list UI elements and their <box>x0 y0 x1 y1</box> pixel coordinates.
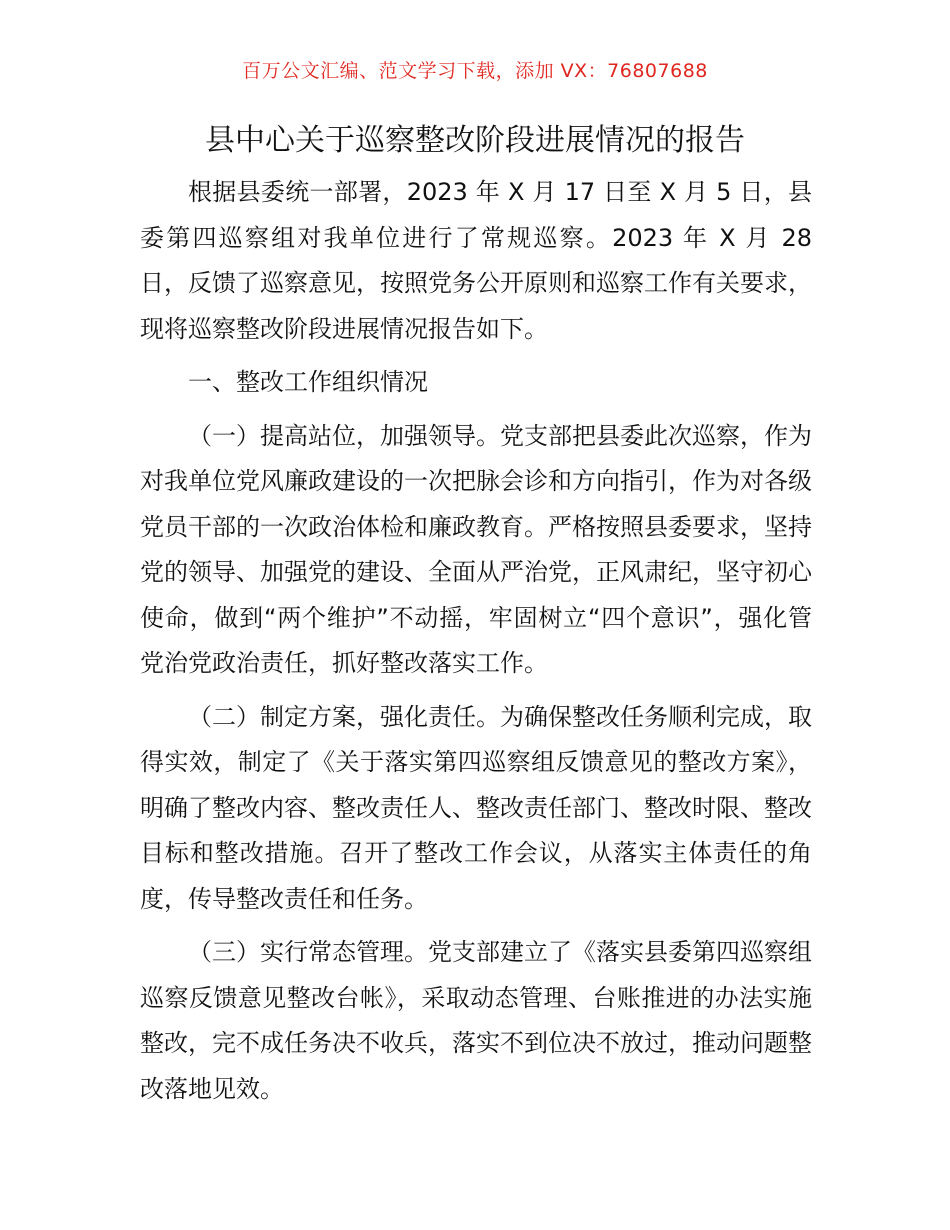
document-body <box>140 170 812 1112</box>
body-paragraph: （三）实行常态管理。党支部建立了《落实县委第四巡察组巡察反馈意见整改台帐》，采取动态管理、台账推进的办法实施整改，完不成任务决不收兵，落实不到位决不放过，推动问题整改落地见效。 <box>140 938 812 1103</box>
header-banner: 百万公文汇编、范文学习下载，添加 VX：76807688 <box>242 60 708 82</box>
body-paragraph: （二）制定方案，强化责任。为确保整改任务顺利完成，取得实效，制定了《关于落实第四巡察组反馈意见的整改方案》，明确了整改内容、整改责任人、整改责任部门、整改时限、整改目标和整改措施。召开了整改工作会议，从落实主体责任的角度，传导整改责任和任务。 <box>140 702 812 913</box>
section-heading: 一、整改工作组织情况 <box>188 368 428 396</box>
intro-paragraph: 根据县委统一部署，2023 年 X 月 17 日至 X 月 5 日，县委第四巡察组对我单位进行了常规巡察。2023 年 X 月 28 日，反馈了巡察意见，按照党务公开原则和巡察工作有关要求，现将巡察整改阶段进展情况报告如下。 <box>140 178 812 343</box>
body-paragraph: （一）提高站位，加强领导。党支部把县委此次巡察，作为对我单位党风廉政建设的一次把脉会诊和方向指引，作为对各级党员干部的一次政治体检和廉政教育。严格按照县委要求，坚持党的领导、加强党的建设、全面从严治党，正风肃纪，坚守初心使命，做到“两个维护”不动摇，牢固树立“四个意识”，强化管党治党政治责任，抓好整改落实工作。 <box>140 421 812 677</box>
document-title: 县中心关于巡察整改阶段进展情况的报告 <box>205 123 745 158</box>
